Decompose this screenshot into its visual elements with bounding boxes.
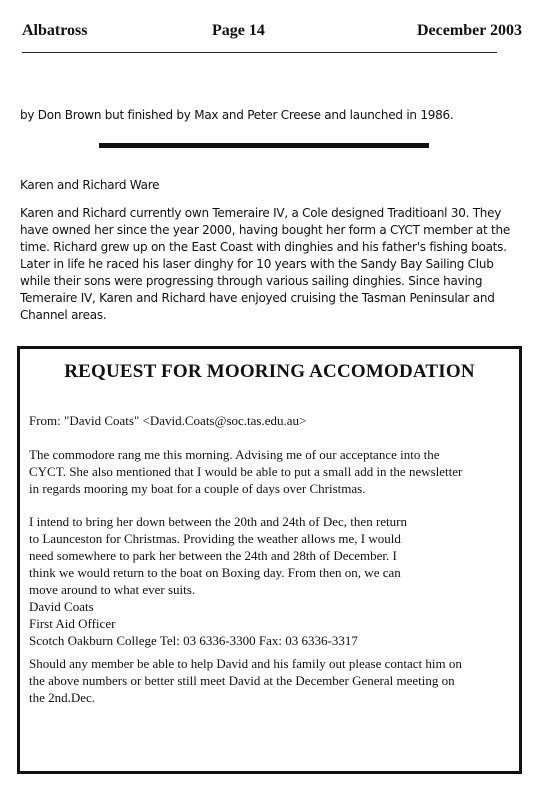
previous-article-closing: by Don Brown but finished by Max and Peter Creese and launched in 1986. [20, 108, 454, 122]
profile-paragraph [20, 205, 532, 324]
request-line: to Launceston for Christmas. Providing the weather allows me, I would [29, 531, 401, 546]
request-line: The commodore rang me this morning. Advising me of our acceptance into the [29, 447, 440, 462]
profile-line: Channel areas. [20, 308, 107, 322]
request-paragraph-3 [29, 655, 519, 706]
mooring-request-box [17, 346, 522, 774]
email-from-line: From: "David Coats" <David.Coats@soc.tas.edu.au> [29, 413, 307, 428]
request-line: I intend to bring her down between the 20th and 24th of Dec, then return [29, 514, 407, 529]
page-number: Page 14 [212, 22, 265, 39]
request-paragraph-2 [29, 513, 519, 649]
publication-name: Albatross [22, 22, 88, 39]
request-line: CYCT. She also mentioned that I would be able to put a small add in the newsletter [29, 464, 463, 479]
profile-line: Karen and Richard currently own Temeraire IV, a Cole designed Traditioanl 30. They [20, 206, 502, 220]
request-line: the above numbers or better still meet David at the December General meeting on [29, 673, 455, 688]
signature-role: First Aid Officer [29, 616, 116, 631]
request-line: need somewhere to park her between the 24th and 28th of December. I [29, 548, 397, 563]
mooring-request-title: REQUEST FOR MOORING ACCOMODATION [64, 361, 475, 382]
signature-name: David Coats [29, 599, 94, 614]
profile-line: Later in life he raced his laser dinghy for 10 years with the Sandy Bay Sailing Club [20, 257, 494, 271]
section-divider [99, 143, 429, 148]
profile-line: have owned her since the year 2000, having bought her form a CYCT member at the [20, 223, 510, 237]
issue-date: December 2003 [417, 22, 522, 39]
header-divider [22, 52, 497, 53]
profile-line: while their sons were progressing through various sailing dinghies. Since having [20, 274, 483, 288]
request-line: think we would return to the boat on Boxing day. From then on, we can [29, 565, 401, 580]
profile-line: Temeraire IV, Karen and Richard have enjoyed cruising the Tasman Peninsular and [20, 291, 495, 305]
profile-names: Karen and Richard Ware [20, 178, 160, 192]
request-line: move around to what ever suits. [29, 582, 196, 597]
request-line: the 2nd.Dec. [29, 690, 96, 705]
signature-contact: Scotch Oakburn College Tel: 03 6336-3300 Fax: 03 6336-3317 [29, 633, 358, 648]
request-line: in regards mooring my boat for a couple of days over Christmas. [29, 481, 366, 496]
request-line: Should any member be able to help David and his family out please contact him on [29, 656, 462, 671]
request-paragraph-1 [29, 446, 519, 497]
profile-line: time. Richard grew up on the East Coast with dinghies and his father's fishing boats. [20, 240, 507, 254]
